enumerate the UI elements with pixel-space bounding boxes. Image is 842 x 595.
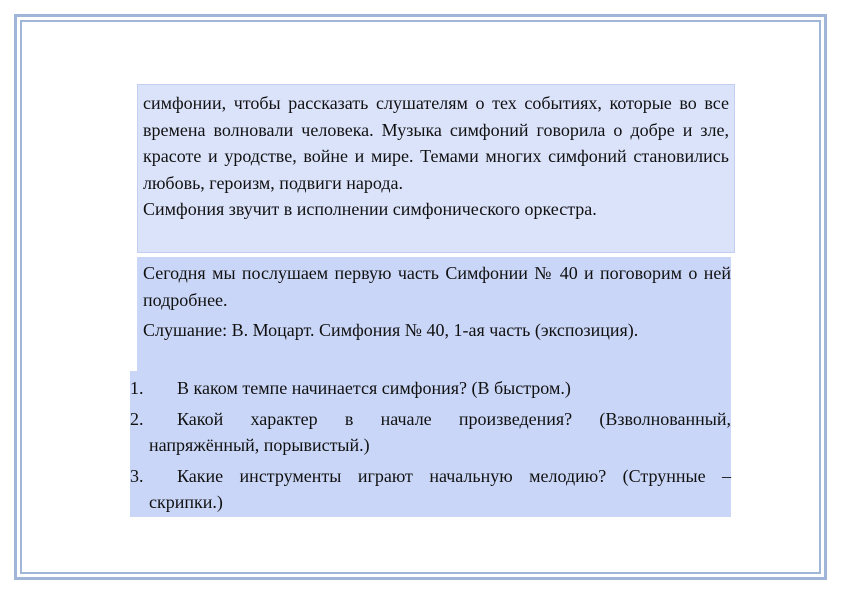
- intro-last-line: Симфония звучит в исполнении симфонического оркестра.: [143, 199, 597, 219]
- task-paragraph-1: Сегодня мы послушаем первую часть Симфонии № 40 и поговорим о ней подробнее.: [143, 263, 731, 310]
- questions-list: [130, 371, 731, 517]
- task-text-block: [137, 257, 731, 371]
- intro-paragraph: симфонии, чтобы рассказать слушателям о тех событиях, которые во все времена волновали человека. Музыка симфоний говорила о добре и зле, красоте и уродстве, войне и мире. Темами многих симфоний становились любовь, героизм, подвиги народа.: [143, 93, 729, 193]
- list-item-text: Какой характер в начале произведения? (Взволнованный, напряжённый, порывистый.): [149, 408, 731, 455]
- list-item: [130, 406, 731, 459]
- list-item: [130, 463, 731, 516]
- task-paragraph-2: Слушание: В. Моцарт. Симфония № 40, 1-ая часть (экспозиция).: [143, 320, 639, 340]
- list-item-number: 3.: [130, 465, 144, 486]
- list-item-number: 2.: [130, 408, 144, 429]
- list-item-number: 1.: [130, 378, 144, 398]
- intro-text-block: [137, 84, 735, 253]
- list-item-text: Какие инструменты играют начальную мелодию? (Струнные – скрипки.): [149, 465, 731, 512]
- list-item: [130, 375, 731, 402]
- list-item-text: В каком темпе начинается симфония? (В быстром.): [177, 378, 571, 398]
